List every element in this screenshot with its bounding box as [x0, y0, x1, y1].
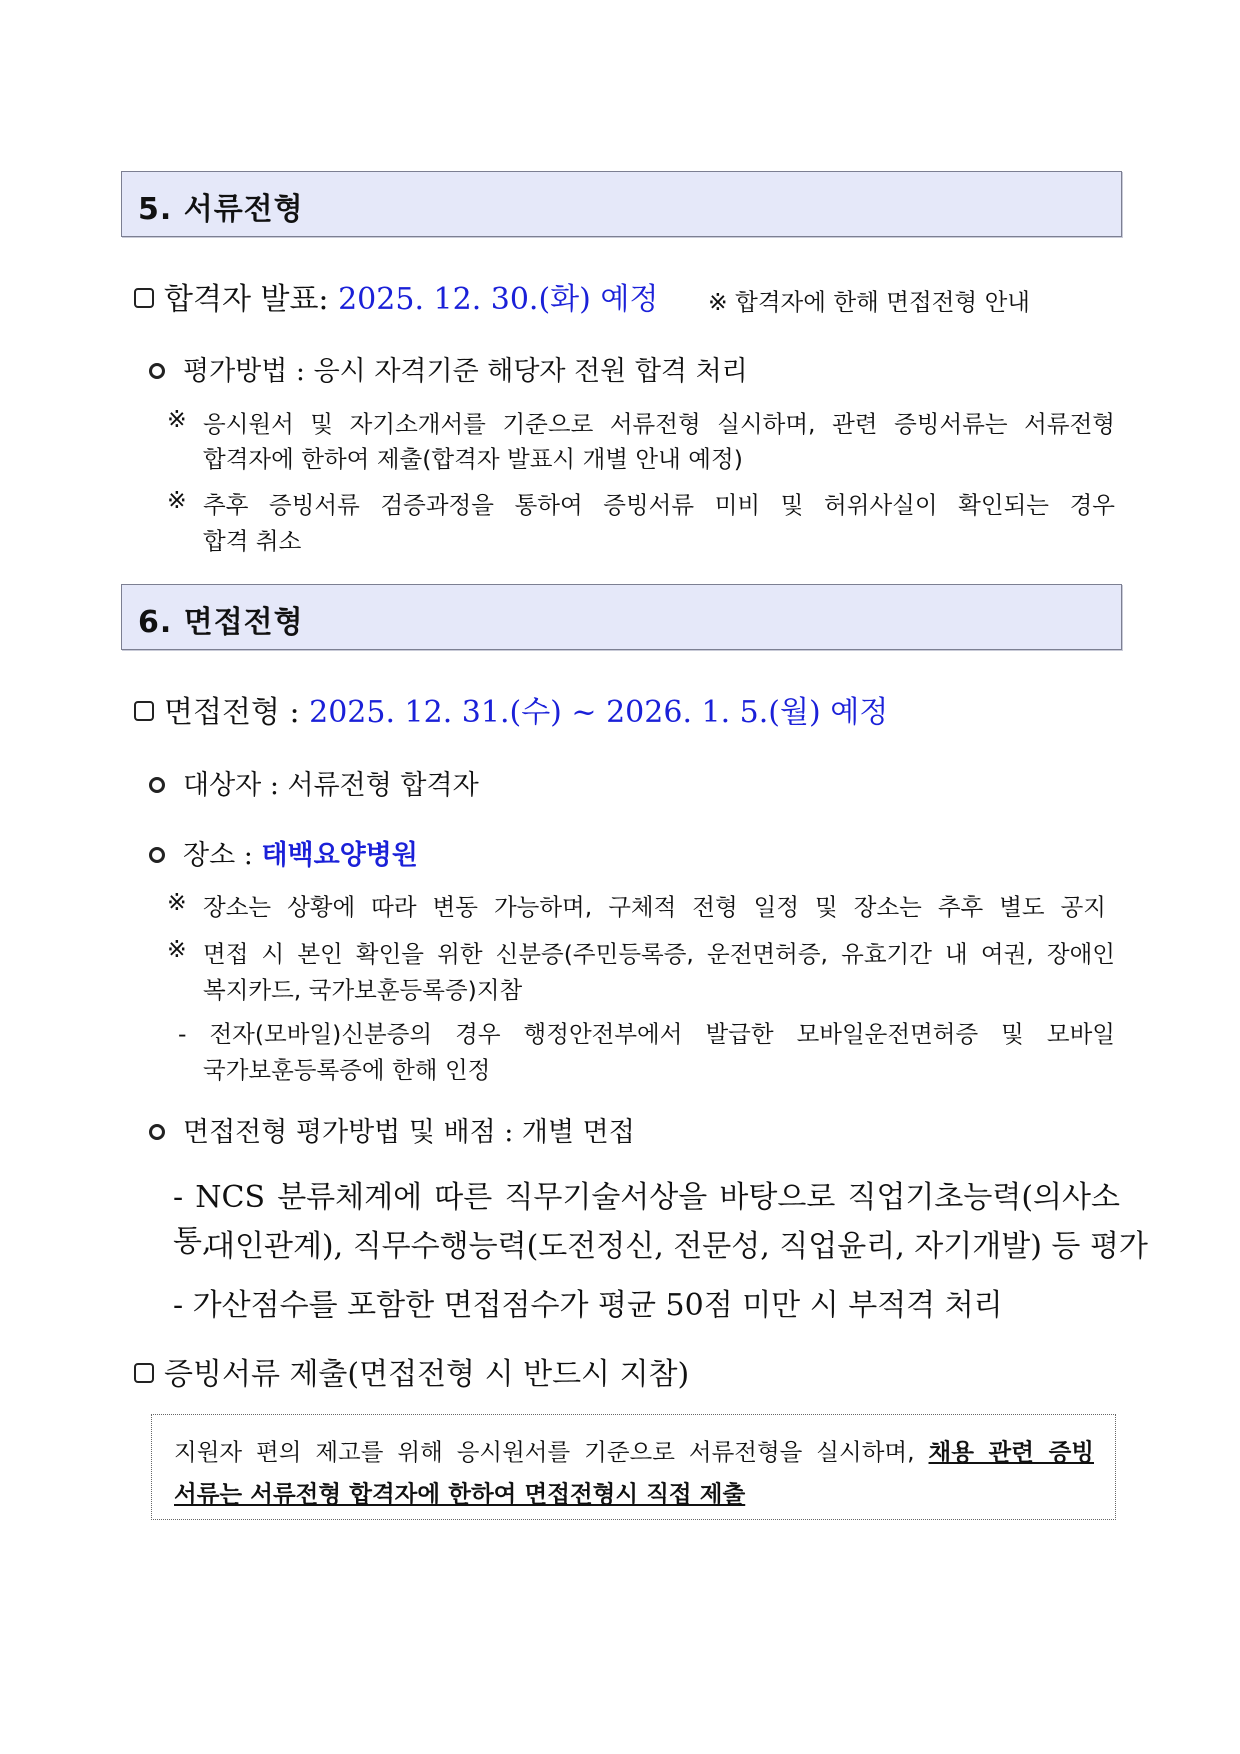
- box-line2: 서류는 서류전형 합격자에 한하여 면접전형시 직접 제출: [174, 1480, 746, 1508]
- section-6-title: 6. 면접전형: [138, 605, 304, 640]
- place-line: [149, 833, 418, 872]
- docs-title-line: [134, 1349, 689, 1393]
- section-6-header: [121, 584, 1122, 650]
- ref-mark-icon: ※: [167, 486, 187, 514]
- interview-label: 면접전형 :: [164, 695, 300, 730]
- eval-method: 평가방법 : 응시 자격기준 해당자 전원 합격 처리: [183, 356, 748, 387]
- note2-line2: 합격 취소: [203, 527, 302, 555]
- ref-mark-icon: ※: [167, 888, 187, 916]
- checkbox-square-icon: [134, 701, 154, 721]
- score-line: - 가산점수를 포함한 면접점수가 평균 50점 미만 시 부적격 처리: [173, 1288, 1003, 1323]
- ncs-line2: 대인관계), 직무수행능력(도전정신, 전문성, 직업윤리, 자기개발) 등 평가: [206, 1229, 1148, 1264]
- note2-line1: 추후 증빙서류 검증과정을 통하여 증빙서류 미비 및 허위사실이 확인되는 경우: [203, 491, 1115, 519]
- note1-line1: 응시원서 및 자기소개서를 기준으로 서류전형 실시하며, 관련 증빙서류는 서류전형: [203, 410, 1115, 438]
- mobile-id-line1: - 전자(모바일)신분증의 경우 행정안전부에서 발급한 모바일운전면허증 및 모바일: [178, 1020, 1115, 1048]
- eval-method-line: [149, 349, 748, 388]
- box-line1-plain: 지원자 편의 제고를 위해 응시원서를 기준으로 서류전형을 실시하며,: [174, 1438, 915, 1466]
- checkbox-square-icon: [134, 288, 154, 308]
- section-5-header: [121, 171, 1122, 237]
- checkbox-square-icon: [134, 1363, 154, 1383]
- place-label: 장소 :: [183, 840, 253, 871]
- circle-bullet-icon: [149, 363, 165, 379]
- box-line1-bold: 채용 관련 증빙: [928, 1438, 1094, 1466]
- circle-bullet-icon: [149, 1124, 165, 1140]
- interview-line: [134, 687, 888, 731]
- id-note-line2: 복지카드, 국가보훈등록증)지참: [203, 976, 523, 1004]
- announce-date: 2025. 12. 30.(화) 예정: [338, 282, 659, 317]
- place-note: 장소는 상황에 따라 변동 가능하며, 구체적 전형 일정 및 장소는 추후 별도 공지: [203, 893, 1106, 921]
- target-line: [149, 763, 479, 802]
- ncs-line1: - NCS 분류체계에 따른 직무기술서상을 바탕으로 직업기초능력(의사소통,: [173, 1180, 1120, 1259]
- box-line1: [174, 1433, 1094, 1467]
- method: 면접전형 평가방법 및 배점 : 개별 면접: [183, 1117, 635, 1148]
- note1-line2: 합격자에 한하여 제출(합격자 발표시 개별 안내 예정): [203, 445, 743, 473]
- announce-note: ※ 합격자에 한해 면접전형 안내: [708, 288, 1030, 316]
- ref-mark-icon: ※: [167, 935, 187, 963]
- method-line: [149, 1110, 635, 1149]
- docs-title: 증빙서류 제출(면접전형 시 반드시 지참): [164, 1357, 690, 1392]
- section-5-title: 5. 서류전형: [138, 192, 304, 227]
- circle-bullet-icon: [149, 777, 165, 793]
- circle-bullet-icon: [149, 847, 165, 863]
- submission-note-box: [151, 1414, 1116, 1520]
- interview-date: 2025. 12. 31.(수) ~ 2026. 1. 5.(월) 예정: [309, 695, 889, 730]
- place-value: 태백요양병원: [261, 840, 418, 871]
- announce-label: 합격자 발표:: [164, 282, 329, 317]
- target: 대상자 : 서류전형 합격자: [183, 770, 479, 801]
- announcement-line: [134, 274, 658, 318]
- mobile-id-line2: 국가보훈등록증에 한해 인정: [203, 1056, 491, 1084]
- ref-mark-icon: ※: [167, 405, 187, 433]
- id-note-line1: 면접 시 본인 확인을 위한 신분증(주민등록증, 운전면허증, 유효기간 내 여권, 장애인: [203, 940, 1115, 968]
